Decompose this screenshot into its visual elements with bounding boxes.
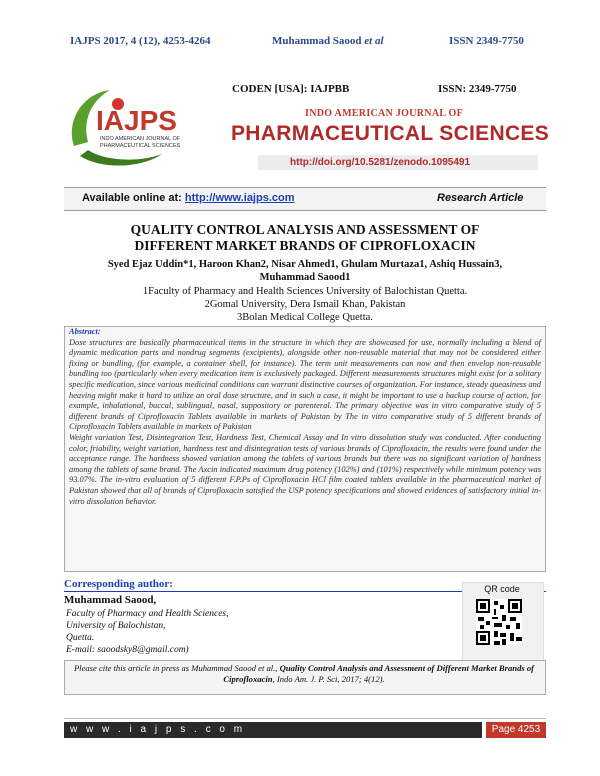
corresponding-line-2: University of Balochistan, — [66, 621, 166, 631]
footer-divider — [64, 718, 546, 719]
availability — [82, 192, 295, 204]
corresponding-line-1: Faculty of Pharmacy and Health Sciences, — [66, 609, 229, 619]
abstract-paragraph-1: Dose structures are basically pharmaceutical items in the structure in which they are showcased for use, normally including a blend of dynamic medication parts and nondrug segments (excipients), alongside other non-reusable material that may not be considered either fixing or bundling, (for example, a container shell, for instance). The term unit measurements can now and then envelop non-reusable bundling too (particularly when every medication item is exclusively packaged. Different measurements structures might exist for a solitary specific medication, since various medicinal conditions can warrant distinctive courses of organization. For instance, steady queasiness and heaving might make it hard to utilize an oral dose structure, and in such a case, it might be important to use a backup course of action, for example, inhalational, buccal, sublingual, nasal, suppository or parenteral. The primary objective was in vitro comparative study of 5 different brands of Ciprofloxacin Tablets available in markets of Pakistan by The in vitro comparative study of 5 different brands of Ciprofloxacin Tablets available in markets of Pakistan — [69, 337, 541, 432]
citation-title: Quality Control Analysis and Assessment of Different Market Brands of Ciprofloxacin — [223, 663, 535, 684]
corresponding-heading: Corresponding author: — [64, 578, 173, 590]
article-type: Research Article — [437, 192, 524, 204]
logo-sub2: PHARMACEUTICAL SCIENCES — [100, 143, 181, 149]
availability-label: Available online at: — [82, 192, 185, 204]
footer-website[interactable]: w w w . i a j p s . c o m — [70, 724, 246, 735]
authors-line1: Syed Ejaz Uddin*1, Haroon Khan2, Nisar Ahmed1, Ghulam Murtaza1, Ashiq Hussain3, — [107, 259, 503, 270]
header-author — [272, 35, 384, 47]
affiliation-3: 3Bolan Medical College Quetta. — [237, 312, 373, 323]
logo-text: IAJPS — [96, 105, 177, 136]
journal-name-line2: PHARMACEUTICAL SCIENCES — [231, 122, 550, 145]
affiliation-2: 2Gomal University, Dera Ismail Khan, Pakistan — [204, 299, 406, 310]
authors-line2: Muhammad Saood1 — [259, 272, 351, 283]
citation-suffix: , Indo Am. J. P. Sci, 2017; 4(12). — [272, 674, 385, 684]
logo-sub1: INDO AMERICAN JOURNAL OF — [100, 136, 181, 142]
journal-url-link[interactable]: http://www.iajps.com — [184, 192, 295, 204]
header-et-al: et al — [364, 35, 384, 47]
corresponding-email: E-mail: saoodsky8@gmail.com) — [66, 645, 189, 655]
affiliation-1: 1Faculty of Pharmacy and Health Sciences University of Balochistan Quetta. — [142, 286, 468, 297]
paper-title-line2: DIFFERENT MARKET BRANDS OF CIPROFLOXACIN — [134, 238, 476, 253]
doi-link[interactable]: http://doi.org/10.5281/zenodo.1095491 — [290, 157, 471, 168]
qr-label: QR code — [484, 584, 520, 594]
page-number: Page 4253 — [486, 722, 546, 738]
header-journal-ref: IAJPS 2017, 4 (12), 4253-4264 — [70, 35, 211, 47]
citation — [70, 663, 538, 685]
corresponding-line-3: Quetta. — [66, 633, 95, 643]
masthead-issn: ISSN: 2349-7750 — [438, 83, 517, 95]
coden: CODEN [USA]: IAJPBB — [232, 83, 350, 95]
citation-prefix: Please cite this article in press as Muhammad Saood et al., — [73, 663, 280, 673]
corresponding-name: Muhammad Saood, — [64, 594, 157, 606]
journal-logo — [62, 84, 202, 174]
journal-name-line1: INDO AMERICAN JOURNAL OF — [305, 108, 464, 119]
abstract-heading: Abstract: — [69, 327, 101, 336]
header-author-name: Muhammad Saood — [272, 35, 362, 47]
paper-title — [64, 222, 546, 254]
paper-title-line1: QUALITY CONTROL ANALYSIS AND ASSESSMENT OF — [130, 222, 480, 237]
abstract-paragraph-2: Weight variation Test, Disintegration Test, Hardness Test, Chemical Assay and In vitro dissolution study was conducted. After conducting color, friability, weight variation, hardness test and disintegration tests of various brands of Ciprofloxacin, the results were found under the acceptance range. The hardness showed variation among the tablets of various brands but there was no significant variation of hardness among the tablets of same brand. The Axcin indicated maximum drug potency (102%) and (101%) respectively while minimum potency was 93.07%. The in-vitro evaluation of 5 different F.P.Ps of Ciprofloxacin HCl film coated tablets available in the pharmaceutical market of Pakistan showed that all of brands of Ciprofloxacin satisfied the USP potency specifications and showed evidences of satisfactory initial in-vitro dissolution behavior. — [69, 432, 541, 506]
header-issn: ISSN 2349-7750 — [449, 35, 524, 47]
authors — [64, 258, 546, 284]
abstract — [69, 327, 541, 507]
qr-code-icon[interactable] — [476, 599, 522, 645]
